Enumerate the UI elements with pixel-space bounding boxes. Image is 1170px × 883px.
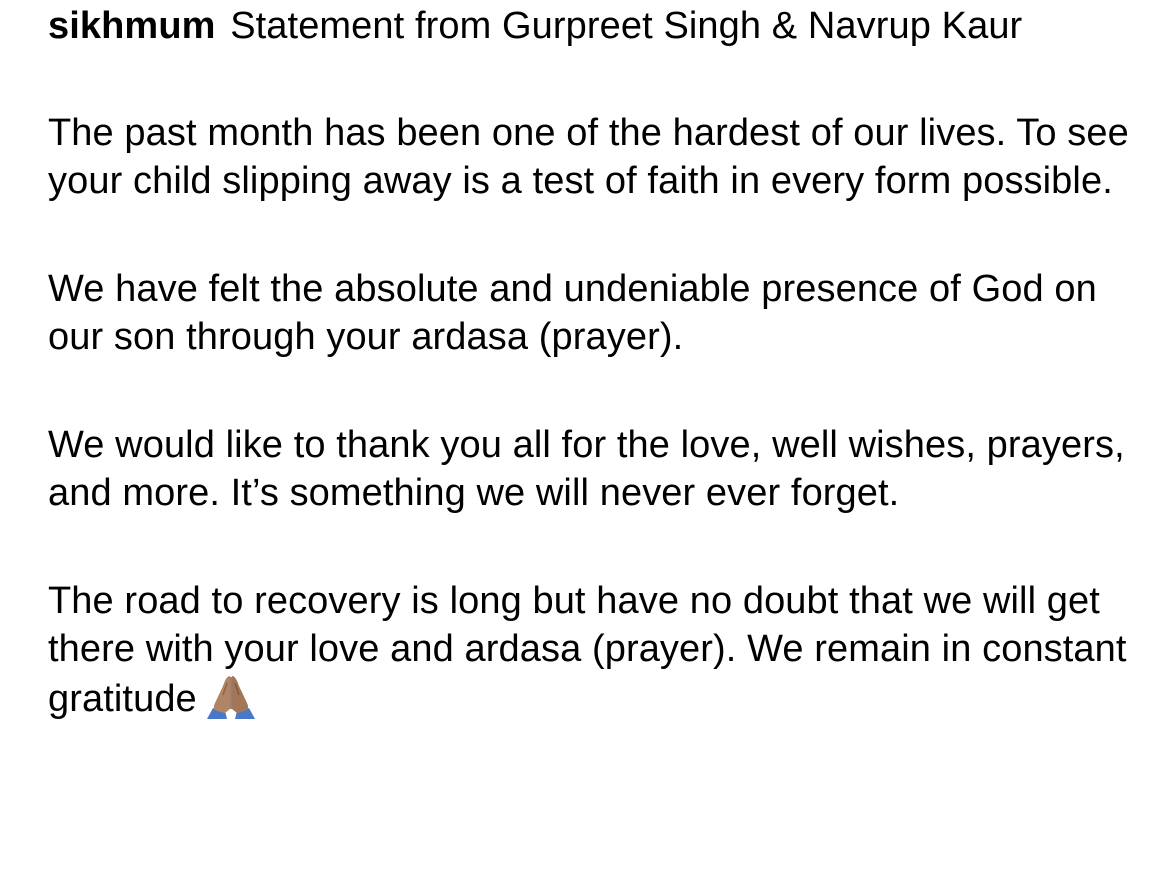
caption-paragraph-1: The past month has been one of the hardest of our lives. To see your child slipping away is a test of faith in every form possible.: [48, 112, 1129, 202]
caption-paragraph-4-text: The road to recovery is long but have no doubt that we will get there with your love and ardasa (prayer). We remain in constant gratitude: [48, 580, 1127, 720]
caption-paragraph-2: We have felt the absolute and undeniable presence of God on our son through your ardasa (prayer).: [48, 268, 1097, 358]
caption-headline: Statement from Gurpreet Singh & Navrup Kaur: [230, 5, 1023, 47]
caption-paragraph-3: We would like to thank you all for the love, well wishes, prayers, and more. It’s something we will never ever forget.: [48, 424, 1125, 514]
username-link[interactable]: sikhmum: [48, 5, 216, 47]
folded-hands-icon: [203, 673, 259, 721]
post-caption: [48, 2, 1138, 783]
caption-header: [48, 2, 1138, 50]
caption-paragraph-4: [48, 577, 1138, 723]
